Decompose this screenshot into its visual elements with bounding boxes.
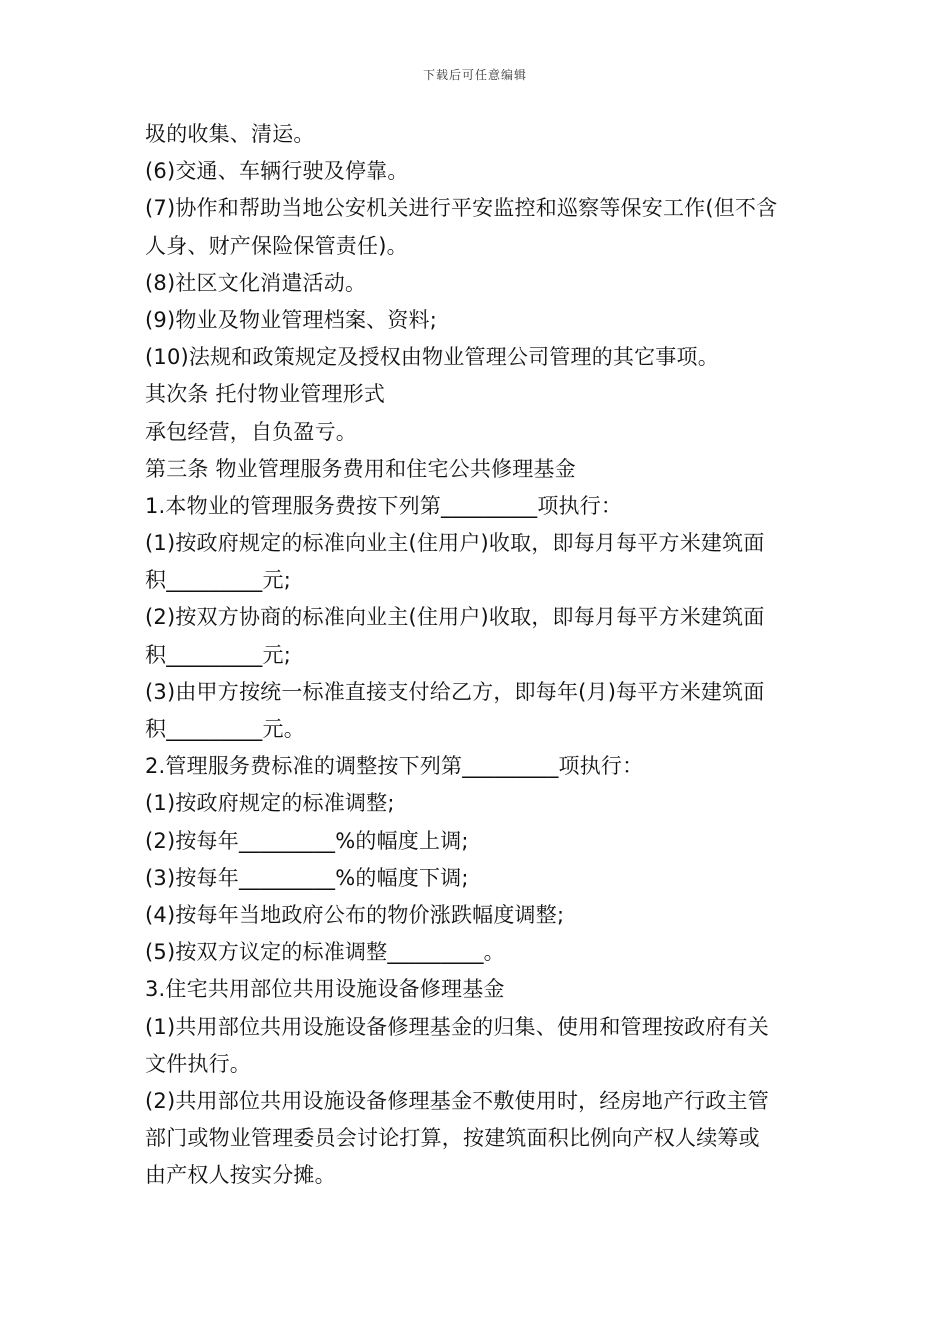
text-line: (2)按双方协商的标准向业主(住用户)收取，即每月每平方米建筑面 [145,605,765,630]
text-line: (6)交通、车辆行驶及停靠。 [145,159,409,184]
text-line: (10)法规和政策规定及授权由物业管理公司管理的其它事项。 [145,345,719,370]
text-line: (3)按每年_________%的幅度下调; [145,865,469,890]
text-line: (3)由甲方按统一标准直接支付给乙方，即每年(月)每平方米建筑面 [145,679,765,704]
page-header: 下载后可任意编辑 [422,68,527,82]
text-line: (8)社区文化消遣活动。 [145,270,367,295]
text-line: (9)物业及物业管理档案、资料; [145,307,438,332]
text-line: 积_________元; [145,642,291,667]
section-heading: 其次条 托付物业管理形式 [145,382,386,407]
text-line: 圾的收集、清运。 [145,122,315,146]
text-line: (4)按每年当地政府公布的物价涨跌幅度调整; [145,902,565,927]
text-line: (1)按政府规定的标准调整; [145,791,395,816]
section-heading: 第三条 物业管理服务费用和住宅公共修理基金 [145,456,576,481]
text-line: 3.住宅共用部位共用设施设备修理基金 [145,977,505,1002]
text-line: 1.本物业的管理服务费按下列第_________项执行： [145,493,623,518]
text-line: (2)按每年_________%的幅度上调; [145,828,469,853]
text-line: (5)按双方议定的标准调整_________。 [145,940,505,965]
text-line: 积_________元。 [145,717,305,741]
text-line: 人身、财产保险保管责任)。 [145,233,408,258]
text-line: 部门或物业管理委员会讨论打算，按建筑面积比例向产权人续筹或 [145,1126,760,1151]
text-line: 文件执行。 [145,1051,251,1076]
text-line: (7)协作和帮助当地公安机关进行平安监控和巡察等保安工作(但不含 [145,196,778,221]
text-line: (2)共用部位共用设施设备修理基金不敷使用时，经房地产行政主管 [145,1088,769,1113]
text-line: 2.管理服务费标准的调整按下列第_________项执行： [145,754,644,779]
text-line: (1)共用部位共用设施设备修理基金的归集、使用和管理按政府有关 [145,1014,769,1039]
text-line: (1)按政府规定的标准向业主(住用户)收取，即每月每平方米建筑面 [145,531,765,556]
text-line: 承包经营，自负盈亏。 [145,419,357,444]
text-line: 由产权人按实分摊。 [145,1163,336,1188]
document-body [145,116,815,1194]
text-line: 积_________元; [145,568,291,593]
